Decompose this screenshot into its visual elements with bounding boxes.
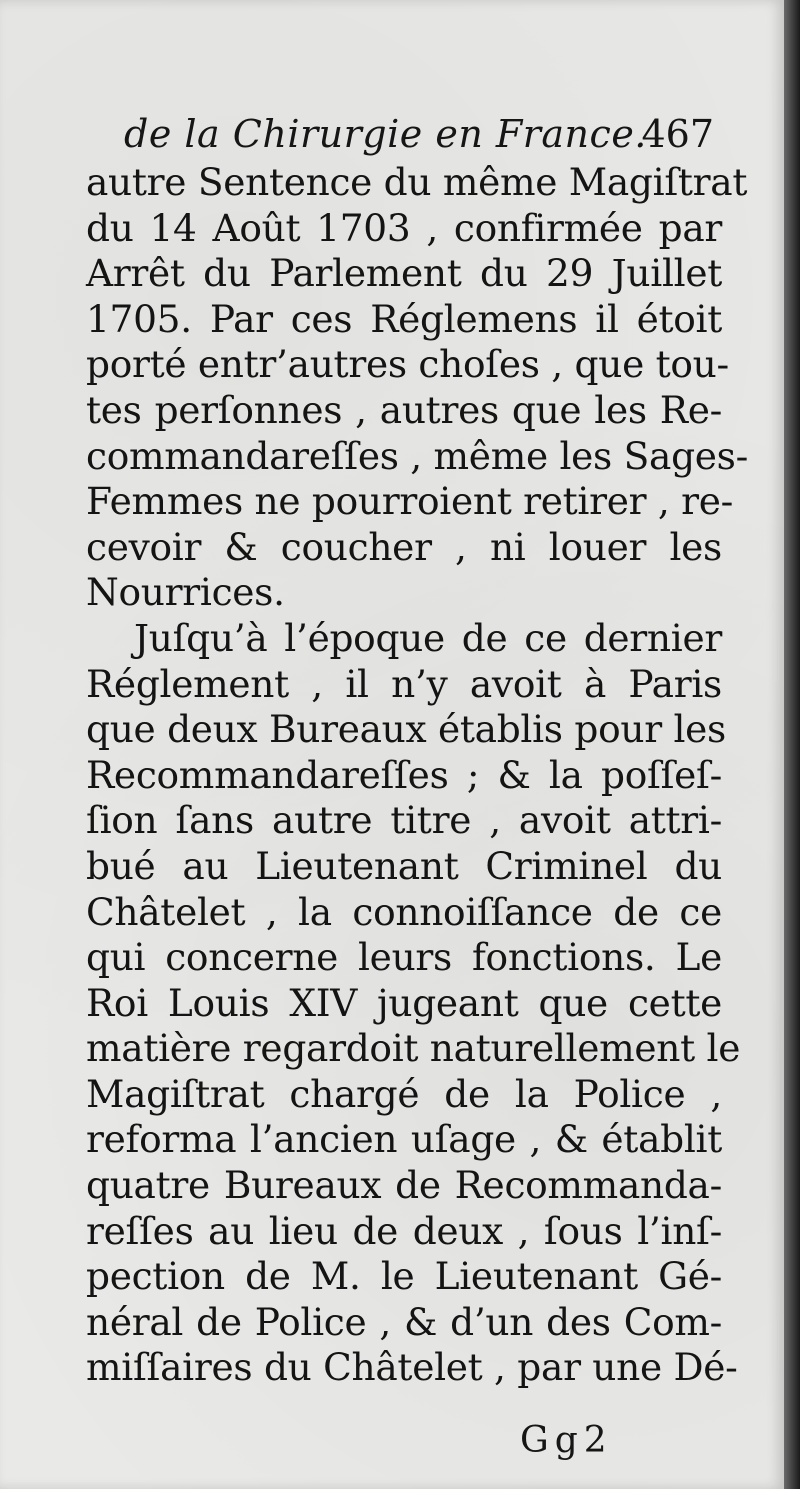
- page-edge: [784, 0, 800, 1489]
- text-line: cevoir & coucher , ni louer les: [86, 524, 722, 569]
- text-line: bué au Lieutenant Criminel du: [86, 843, 722, 888]
- text-line: Magiſtrat chargé de la Police ,: [86, 1071, 722, 1116]
- text-line: néral de Police , & d’un des Com-: [86, 1299, 722, 1344]
- text-line: Recommandareſſes ; & la poſſeſ-: [86, 752, 722, 797]
- signature-mark: Gg2: [520, 1420, 613, 1461]
- text-line: matière regardoit naturellement le: [86, 1026, 741, 1071]
- text-line: miſſaires du Châtelet , par une Dé-: [86, 1345, 738, 1390]
- text-line: Châtelet , la connoiſſance de ce: [86, 889, 722, 934]
- body-text: [86, 160, 748, 1391]
- text-line: Nourrices.: [86, 570, 285, 615]
- text-line: Réglement , il n’y avoit à Paris: [86, 661, 722, 706]
- text-line: Roi Louis XIV jugeant que cette: [86, 980, 722, 1025]
- page-number: 467: [641, 112, 714, 156]
- text-line: qui concerne leurs fonctions. Le: [86, 935, 722, 980]
- text-line: du 14 Août 1703 , confirmée par: [86, 205, 722, 250]
- text-line: que deux Bureaux établis pour les: [86, 707, 726, 752]
- text-line: Femmes ne pourroient retirer , re-: [86, 479, 733, 524]
- text-line: pection de M. le Lieutenant Gé-: [86, 1254, 722, 1299]
- text-line: reforma l’ancien uſage , & établit: [86, 1117, 722, 1162]
- text-line: 1705. Par ces Réglemens il étoit: [86, 296, 722, 341]
- text-line: ſion ſans autre titre , avoit attri-: [86, 798, 722, 843]
- page-header: [124, 112, 714, 164]
- text-line: commandareſſes , même les Sages-: [86, 433, 748, 478]
- running-title: de la Chirurgie en France.: [124, 112, 647, 156]
- text-line: Juſqu’à l’époque de ce dernier: [134, 615, 722, 660]
- text-line: Arrêt du Parlement du 29 Juillet: [86, 251, 722, 296]
- text-line: quatre Bureaux de Recommanda-: [86, 1163, 722, 1208]
- text-line: autre Sentence du même Magiſtrat: [86, 160, 748, 204]
- text-line: reſſes au lieu de deux , ſous l’inſ-: [86, 1208, 722, 1253]
- text-line: porté entr’autres choſes , que tou-: [86, 342, 729, 387]
- text-line: tes perſonnes , autres que les Re-: [86, 387, 722, 432]
